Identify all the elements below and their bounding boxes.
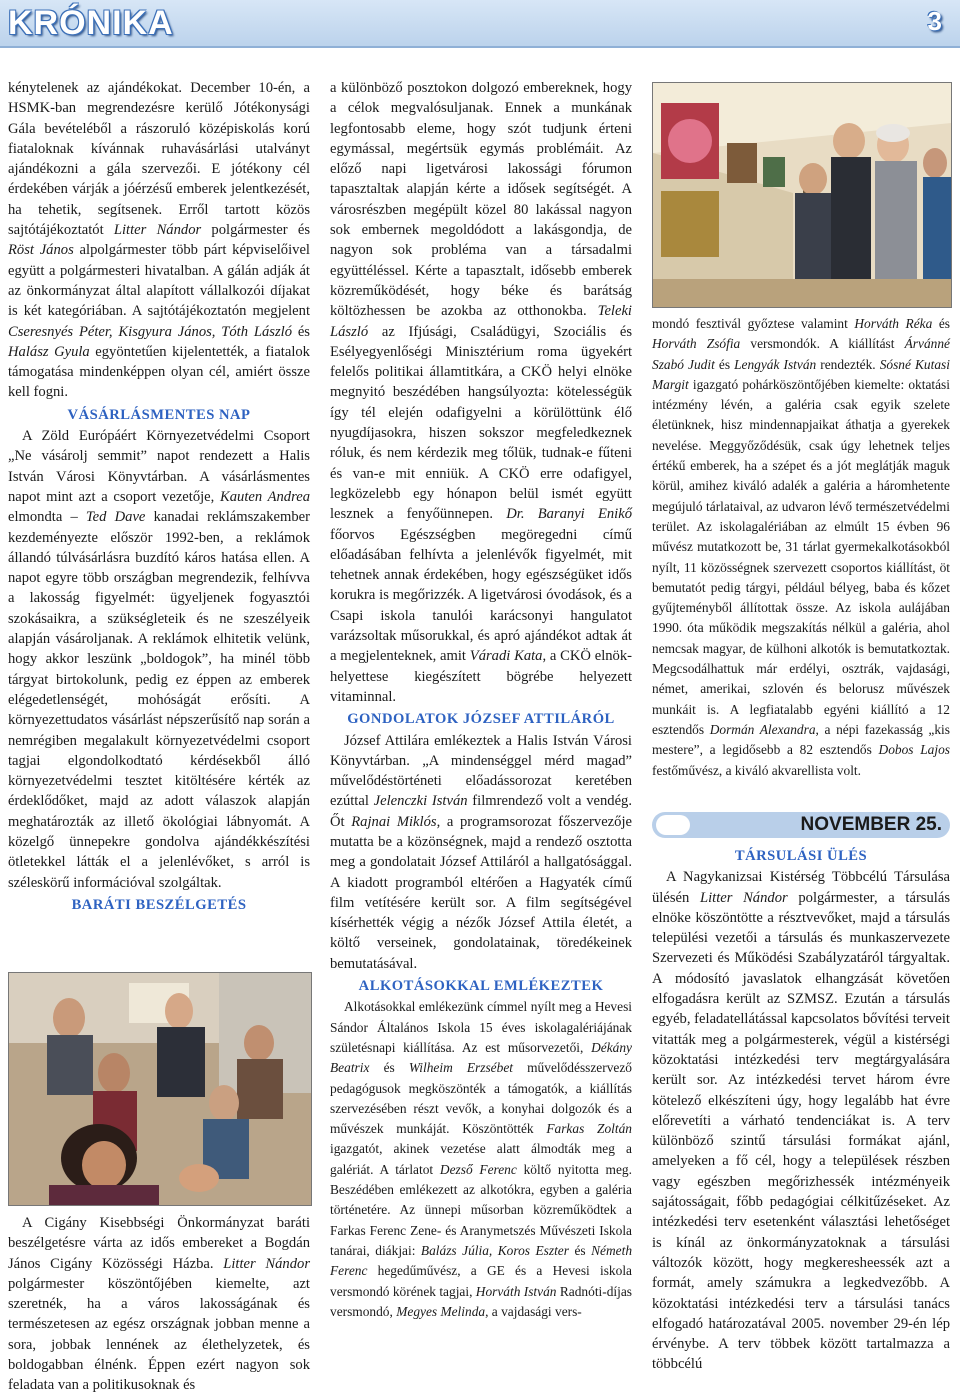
paragraph: a különböző posztokon dolgozó embereknek, hogy a célok megvalósuljanak. Ennek a munkának legfontosabb eleme, hogy szót tudjunk érteni egymással, megértsük egymás problémáit. Az előző napi ligetvárosi lakossági fórumon tapasztaltak alapján kérte a idősek segítségét. A városrészben megépült közel 80 lakással nagyon sok embernek megoldódott a lakásgondja, de nagyon sok probléma van a társadalmi együttéléssel. Kérte a tapasztalt, idősebb emberek közreműködését, hogy béke és barátság költözhessen be azokba az otthonokba. Teleki László az Ifjúsági, Családügyi, Szociális és Esélyegyenlőségi Minisztérium roma ügyekért felelős politikai államtitkára, a CKÖ helyi elnöke megnyitó beszédében hangsúlyozta: kötelességük így tél elején odafigyelni a körülöttünk élő nyugdíjasokra, hiszen sokszor megfeledkeznek róluk, és nem kérdezik meg tőlük, tudnak-e fűteni és van-e mit enniük. A CKÖ erre odafigyel, legközelebb egy hónapon belül ismét együtt lesznek a fenyőünnepen. Dr. Baranyi Enikő főorvos Egészségben megöregedni című előadásában felhívta a jelenlévők figyelmét, mit tehetnek annak érdekében, hogy egészségüket idős korukra is megőrizzék. A ligetvárosi óvodások, és a Csapi iskola tanulói karácsonyi hangulatot varázsoltak műsorukkal, és apró ajándékot adtak át a megjelenteknek, amit Váradi Kata, a CKÖ elnök-helyettese kiegészített bögrébe helyezett vitaminnal. xyxy=(330,80,633,705)
section-heading-vasarlasmentes: VÁSÁRLÁSMENTES NAP xyxy=(67,406,251,423)
column-3 xyxy=(652,314,950,781)
date-label: NOVEMBER 25. xyxy=(800,814,942,835)
section-heading-alkotasokkal: ALKOTÁSOKKAL EMLÉKEZTEK xyxy=(358,978,604,995)
page-header xyxy=(0,0,960,48)
column-1 xyxy=(8,78,310,916)
section-heading-barati: BARÁTI BESZÉLGETÉS xyxy=(71,896,247,913)
page-number: 3 xyxy=(927,6,942,36)
photo-gallery-exhibition xyxy=(652,82,952,308)
column-2 xyxy=(330,78,632,1322)
section-heading-jozsef-attila: GONDOLATOK JÓZSEF ATTILÁRÓL xyxy=(347,711,615,728)
paragraph: Alkotásokkal emlékezünk címmel nyílt meg a Hevesi Sándor Általános Iskola 15 éves iskolagalériájának születésnapi kiállítása. Az est műsorvezetői, Dékány Beatrix és Wilheim Erzsébet művelődésszervező pedagógusok megköszönték a támogatók, a kiállítás szervezésében részt vevők, a konyhai dolgozók és a művészek munkáját. Köszöntötték Farkas Zoltán igazgatót, akinek vezetése alatt álmodták meg a galériát. A tárlatot Dezső Ferenc költő nyitotta meg. Beszédében emlékezett az alkotókra, egyben a galéria történetére. Az ünnepi műsorban közreműködtek a Farkas Ferenc Zene- és Aranymetszés Művészeti Iskola tanárai, diákjai: Balázs Júlia, Koros Eszter és Németh Ferenc hegedűművész, a GE és a Hevesi iskola versmondó körének tagjai, Horváth István Radnóti-díjas versmondó, Megyes Melinda, a vajdasági vers- xyxy=(330,999,633,1319)
paragraph: A Nagykanizsai Kistérség Többcélú Társulása ülésén Litter Nándor polgármester, a társulás elnöke köszöntötte a résztvevőket, majd a társulás települési vezetői a társulás és munkaszervezete Szervezeti és Működési Szabályzatáról tárgyaltak. A módosító javaslatok elhangzását követően elfogadásra került az SZMSZ. Ezután a társulás egyéb, feladatellátással kapcsolatos bővítési terveit vitatták meg a polgármesterek, végül a kistérségi közoktatási intézkedési terv megtárgyalására került sor. Az intézkedési tervet három évre kötelező elkészíteni úgy, hogy legalább hat évre előrevetíti a várható tendenciákat is. A terv különböző szintű társulási formákat ajánl, amelyeken a fő cél, hogy a települések részben vagy egészben megőrizhessék intézményeik sajátosságait, főbb pedagógiai célkitűzéseket. Az intézkedési terv esetenként választási lehetőséget is kínál az önkormányzatoknak a társulási változók között, hogy megkeresheessék azt a formát, amely számukra a legkedvezőbb. A közoktatási intézkedési terv a társulási tanács elfogadó határozatával 2005. november 29-én lép érvénybe. A terv többek között tartalmazza a többcélú xyxy=(652,869,950,1373)
paragraph: mondó fesztivál győztese valamint Horváth Réka és Horváth Zsófia versmondók. A kiállítást Árvánné Szabó Judit és Lengyák István rendezték. Sósné Kutasi Margit igazgató pohárköszöntőjében kiemelte: oktatási intézmény lévén, a galéria csak egyik szelete életünknek, hisz mindennapjaikat áthatja a gyerekek nevelése. Meggyőződésük, csak úgy lehetnek teljes értékű emberek, ha a szépet és a jót meglátják maguk körül, amihez kiváló adalék a galéria a háromhetente megújuló tárlataival, az udvaron lévő természetvédelmi terület. Az iskolagalériában az elmúlt 15 évben 96 művész mutatkozott be, 31 tárlat gyermekalkotásokból nyílt, 11 közösségnek szervezett csoportos kiállítást, öt bemutatót pedig tárgyi, például bélyeg, baba és kőzet gyűjteményből állítottak össze. Az iskola aulájában 1990. óta működik megszakítás nélkül a galéria, ahol nemcsak magyar, de külhoni alkotók is bemutatkoztak. Megcsodálhattuk már erdélyi, osztrák, vajdasági, német, amerikai, szlovén és belorusz művészek munkáit is. A legfiatalabb egyéni kiállító a 12 esztendős Dormán Alexandra, a népi fazekasság „kis mestere”, a legidősebb a 82 esztendős Dobos Lajos festőművész, a kiváló akvarellista volt. xyxy=(652,316,950,778)
date-bar-bullet xyxy=(656,815,690,835)
column-3-bottom xyxy=(652,844,950,1375)
paragraph: A Cigány Kisebbségi Önkormányzat baráti beszélgetésre várta az idős embereket a Bogdán János Cigány Közösségi Házba. Litter Nándor polgármester köszöntőjében kiemelte, azt szeretnék, ha a város lakosságának és természetesen az egész országnak jobban menne a sora, jobbak lennének az élethelyzetek, és boldogabban élnénk. Éppen ezért nagyon sok feladata van a politikusoknak és xyxy=(8,1215,311,1394)
section-heading-tarsulasi: TÁRSULÁSI ÜLÉS xyxy=(734,848,868,864)
paragraph: A Zöld Európáért Környezetvédelmi Csoport „Ne vásárolj semmit” napot rendezett a Halis István Városi Könyvtárban. A vásárlásmentes napot mint azt a csoport vezetője, Kauten Andrea elmondta – Ted Dave kanadai reklámszakember kezdeményezte először 1992-ben, a reklámok állandó túlvásárlásra buzdító káros hatása ellen. A napot egyre több országban megrendezik, felhívva a lakosság figyelmét: ügyeljenek fogyasztói szokásaikra, a szükségleteik és ne szeszélyeik alapján vásároljanak. A reklámok elhitetik velünk, hogy akkor leszünk „boldogok”, ha minél több tárgyat birtokolunk, pedig ez éppen az emberek elégedetlenségét, mohóságát erősíti. A környezettudatos vásárlást népszerűsítő nap során a nemrégiben megalakult környezetvédelmi csoport tagjai elgondolkodtató kérdésekből álló környezetvédelmi tesztet kitöltésére kérték az érdeklődőket, majd az adott válaszok alapján meghatározták az illető ökológiai lábnyomát. A közelgő ünnepekre gondolva ajándékkészítési ötletekkel látták el a jelenlévőket, s arról is széleskörű információval szolgáltak. xyxy=(8,428,310,891)
paragraph: kénytelenek az ajándékokat. December 10-én, a HSMK-ban megrendezésre kerülő Jótékonysági Gála bevételéből a rászoruló középiskolás korú fiataloknak kívánnak ruhavásárlási utalványt ajándékozni a gála szervezői. E jótékony cél érdekében várják a jóérzésű emberek jelentkezését, ha tehetik, segítsenek. Erről tartott közös sajtótájékoztatót Litter Nándor polgármester és Röst János alpolgármester több párt képviselőivel együtt a polgármesteri hivatalban. A gálán adják át az önkormányzat által alapított vállalkozói díjakat is két kategóriában. A sajtótájékoztatón megjelent Cseresnyés Péter, Kisgyura János, Tóth László és Halász Gyula egyöntetűen kijelentették, a fiatalok támogatása mindenképpen olyan cél, amiért össze kell fogni. xyxy=(8,80,310,401)
photo-elderly-audience xyxy=(8,972,312,1206)
column-1-bottom xyxy=(8,1213,310,1396)
paragraph: József Attilára emlékeztek a Halis István Városi Könyvtárban. „A mindenséggel mérd magad” művelődéstörténeti előadássorozat keretében ezúttal Jelenczki István filmrendező volt a vendég. Őt Rajnai Miklós, a programsorozat főszervezője mutatta be a közönségnek, majd a rendező osztotta meg a gondolatait József Attiláról a hallgatósággal. A kiadott programból eltérően a Hagyaték című film vetítésére került sor. A film segítségével kísérhették végig a nézők József Attila életét, a költő verseinek, gondolatainak, töredékeinek bemutatásával. xyxy=(330,732,632,972)
date-bar xyxy=(652,812,950,838)
section-title: KRÓNIKA xyxy=(8,4,174,42)
